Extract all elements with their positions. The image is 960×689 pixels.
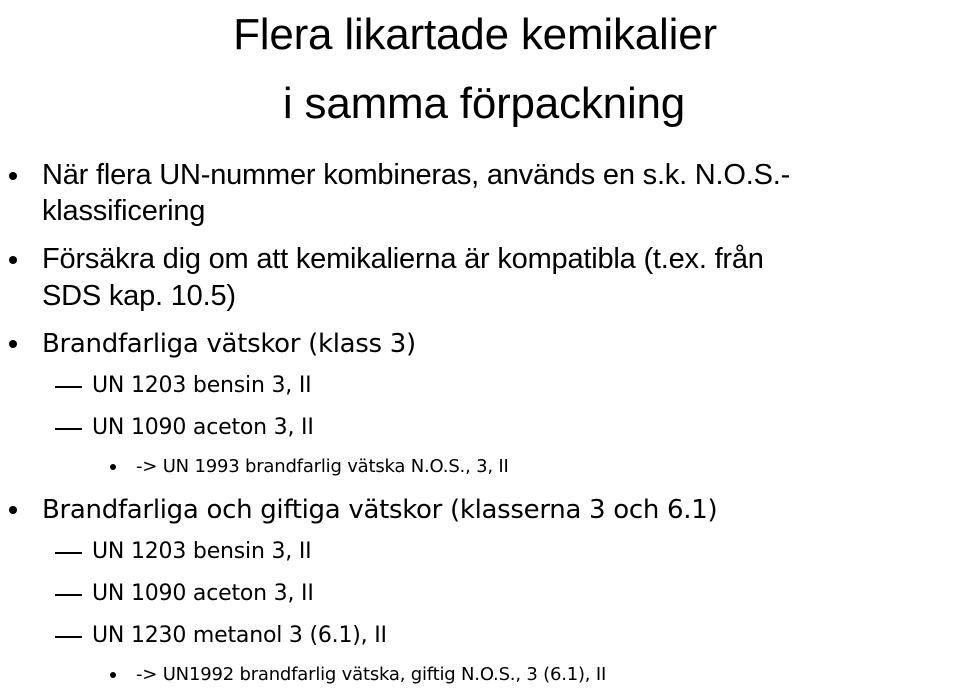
bullet-text-class3-61: Brandfarliga och giftiga vätskor (klasserna 3 och 6.1) — [42, 495, 718, 525]
dash-icon — [55, 386, 82, 388]
bullet-text-class3: Brandfarliga vätskor (klass 3) — [42, 329, 416, 359]
sub-item-bensin: UN 1203 bensin 3, II — [92, 373, 312, 398]
bullet-icon — [9, 256, 17, 264]
sub-item-aceton: UN 1090 aceton 3, II — [92, 415, 314, 440]
sub-item-aceton: UN 1090 aceton 3, II — [92, 581, 314, 606]
slide-title — [0, 0, 960, 138]
sub-sub-item-un1992: -> UN1992 brandfarlig vätska, giftig N.O.S., 3 (6.1), II — [136, 664, 607, 685]
bullet-icon — [9, 506, 17, 514]
dash-icon — [55, 594, 82, 596]
dash-icon — [55, 552, 82, 554]
sub-item-metanol: UN 1230 metanol 3 (6.1), II — [92, 623, 387, 648]
bullet-icon — [110, 672, 116, 678]
bullet-text-nos-cont: klassificering — [42, 195, 206, 227]
bullet-icon — [9, 340, 17, 348]
bullet-text-nos: När flera UN-nummer kombineras, används en s.k. N.O.S.- — [42, 159, 791, 191]
title-line-1: Flera likartade kemikalier — [233, 10, 717, 59]
dash-icon — [55, 428, 82, 430]
bullet-icon — [9, 172, 17, 180]
bullet-text-compatible-cont: SDS kap. 10.5) — [42, 280, 236, 312]
bullet-text-compatible: Försäkra dig om att kemikalierna är kompatibla (t.ex. från — [42, 243, 764, 275]
sub-item-bensin: UN 1203 bensin 3, II — [92, 539, 312, 564]
sub-sub-item-un1993: -> UN 1993 brandfarlig vätska N.O.S., 3, II — [136, 456, 509, 477]
title-line-2: i samma förpackning — [282, 79, 686, 128]
dash-icon — [55, 636, 82, 638]
bullet-icon — [110, 464, 116, 470]
